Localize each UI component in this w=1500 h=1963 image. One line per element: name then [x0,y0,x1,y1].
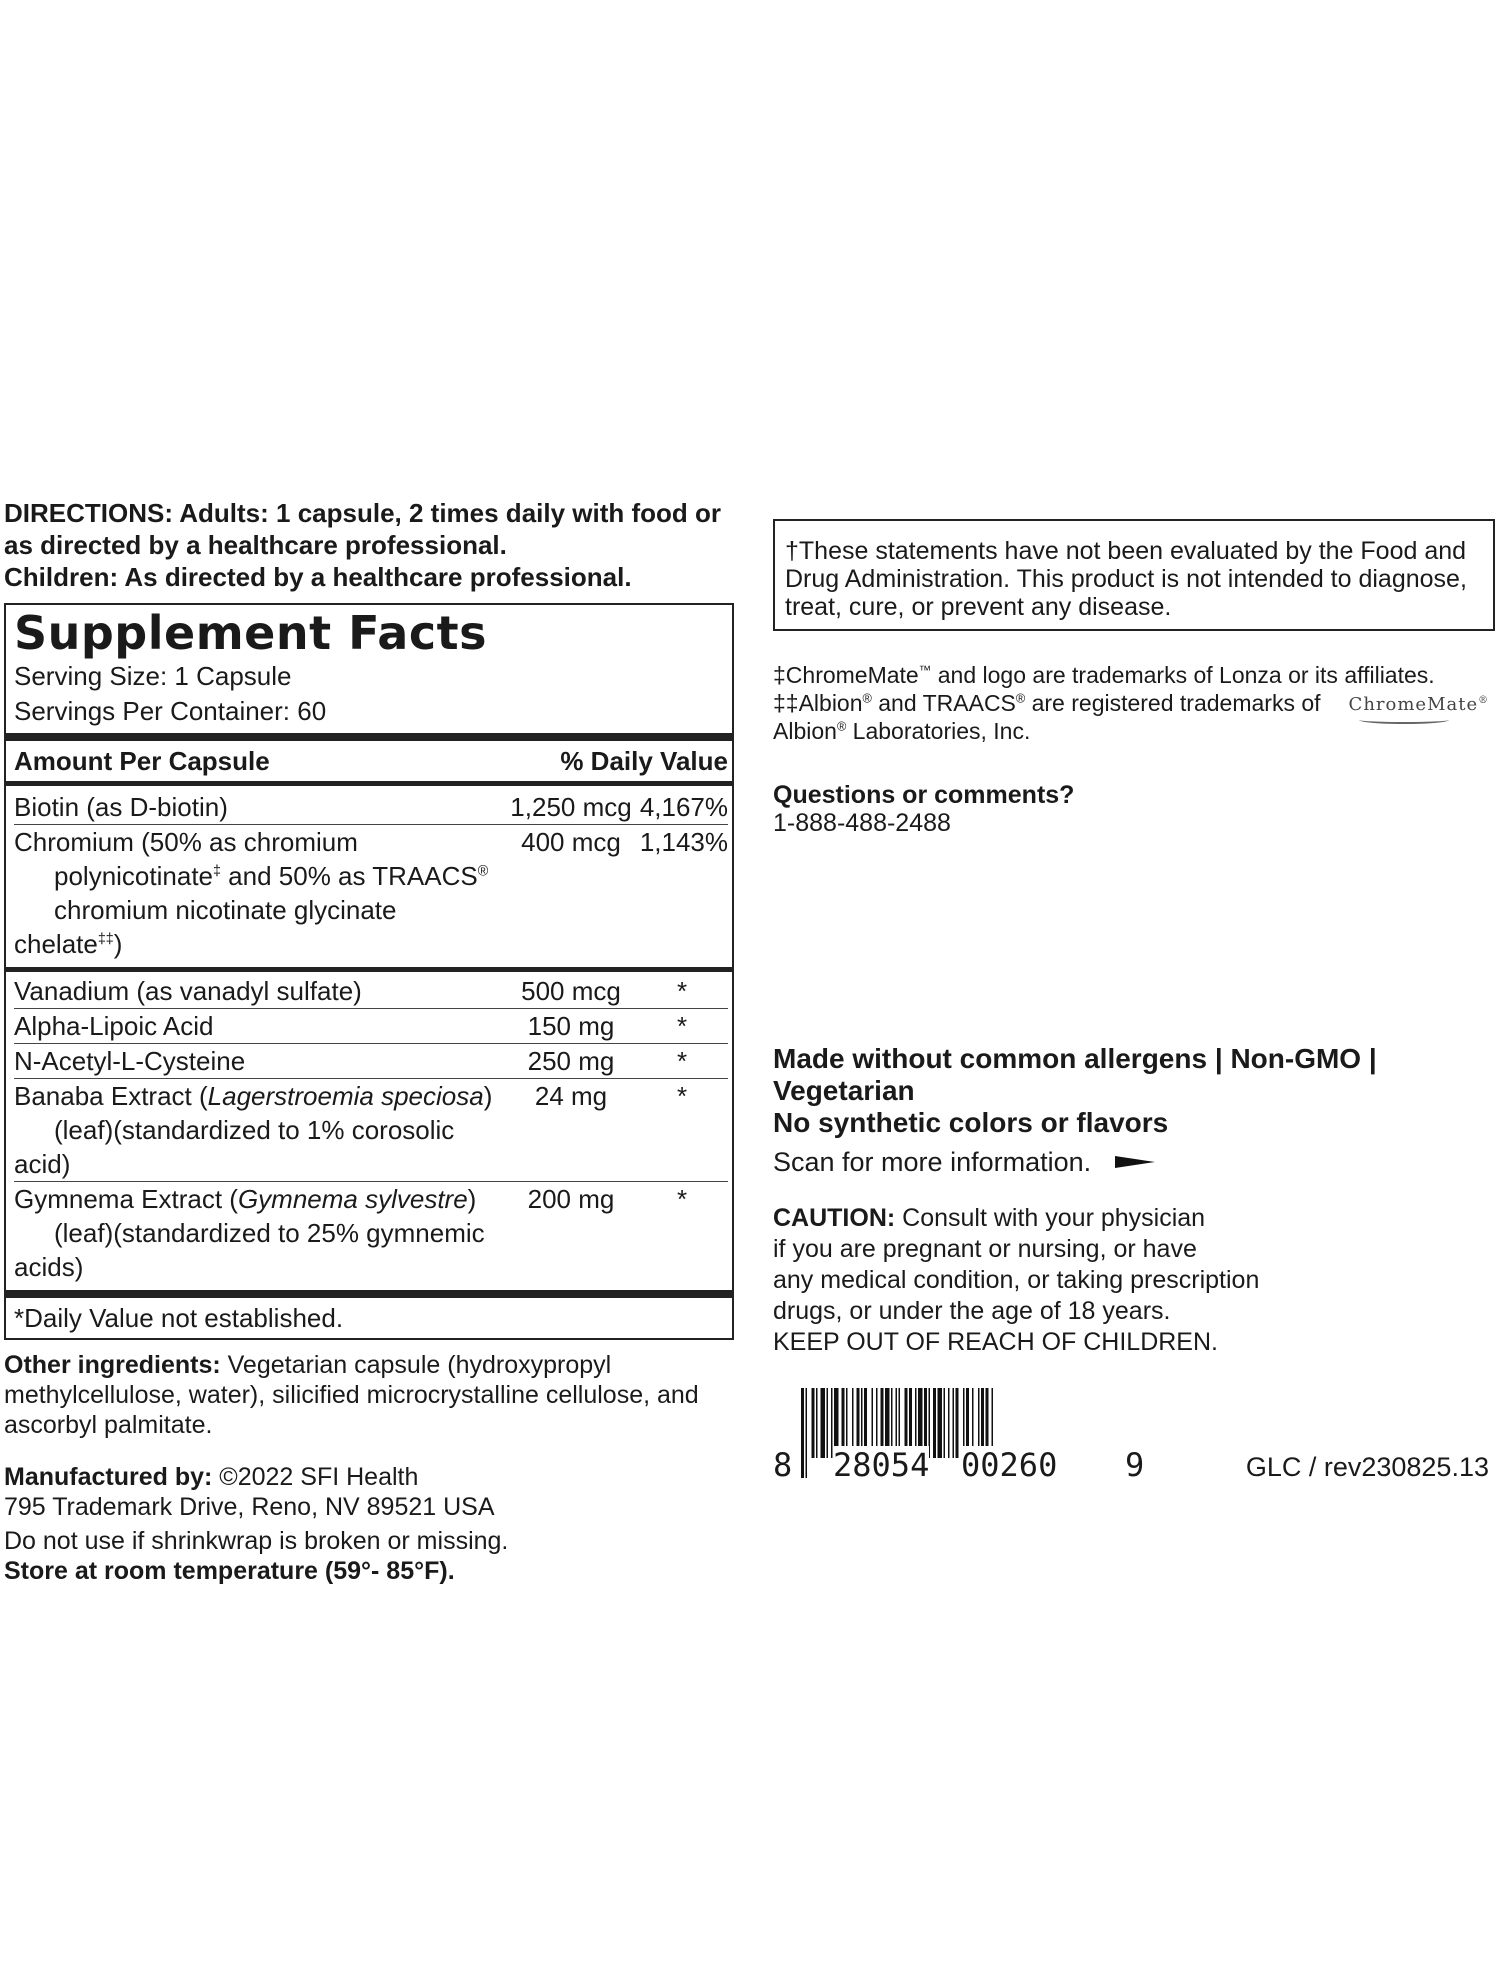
chromemate-logo [1349,691,1489,724]
barcode-bar [948,1388,950,1458]
trademark-text: Laboratories, Inc. [846,718,1031,744]
nutrient-amount: 1,250 mcg [510,792,632,822]
divider-thick [6,1290,732,1298]
directions-line-3: Children: As directed by a healthcare professional. [4,562,632,592]
gymnema-text: Gymnema Extract ( [14,1184,238,1214]
registered-mark: ® [1478,695,1489,706]
nutrient-amount: 400 mcg [521,827,621,857]
nutrient-row-biotin [14,790,728,824]
barcode-bar [801,1388,804,1478]
barcode-digit-first: 8 [773,1446,793,1484]
nutrient-name [14,825,506,961]
nutrient-dv: 1,143% [639,827,728,857]
trademark-text: ‡‡Albion [773,690,863,716]
barcode-digits-left: 28054 [833,1446,930,1484]
caution-label: CAUTION: [773,1204,896,1232]
phone-number: 1-888-488-2488 [773,809,951,837]
allergen-line-2: No synthetic colors or flavors [773,1107,1169,1138]
questions-title: Questions or comments? [773,781,1075,809]
nutrient-dv: 4,167% [639,792,728,822]
registered-mark: ® [862,691,872,706]
trademark-text: Albion [773,718,837,744]
tm-mark: ™ [918,663,932,678]
manufacturer-info [4,1462,748,1586]
ingredient-dv: * [676,1184,688,1214]
ingredient-amount: 150 mg [527,1011,615,1041]
barcode-bar [806,1388,808,1478]
ingredient-dv: * [676,1011,688,1041]
caution-block [773,1203,1495,1358]
supplement-facts-panel [4,603,734,1340]
caution-line: Consult with your physician [895,1204,1206,1232]
trademark-text: and TRAACS [871,690,1016,716]
trademark-notes [773,661,1495,745]
chromium-text: polynicotinate [54,861,213,891]
ingredient-name: Vanadium (as vanadyl sulfate) [14,976,362,1006]
left-column [4,497,748,1586]
trademark-text: are registered trademarks of [1025,690,1321,716]
dv-header: % Daily Value [560,746,728,776]
arrow-right-icon [1115,1156,1155,1168]
facts-header [14,741,728,781]
ingredient-row-vanadium [14,974,728,1008]
banaba-text: ) [483,1081,493,1111]
ingredient-amount: 500 mcg [521,976,621,1006]
chromium-text: chromium nicotinate glycinate chelate [14,895,397,959]
banaba-standardization: (leaf)(standardized to 1% corosolic acid) [14,1115,455,1179]
logo-text: ChromeMate [1348,694,1479,715]
trademark-text: and logo are trademarks of Lonza or its affiliates. [931,662,1435,688]
shrinkwrap-warning: Do not use if shrinkwrap is broken or missing. [4,1527,509,1555]
barcode-bar [944,1388,946,1458]
ingredient-amount: 24 mg [534,1081,608,1111]
divider-thick [6,733,732,741]
directions-line-2: as directed by a healthcare professional. [4,530,507,560]
banaba-latin: Lagerstroemia speciosa [207,1081,484,1111]
ingredient-dv: * [676,1046,688,1076]
other-ingredients-text: Vegetarian capsule (hydroxypropyl methylcellulose, water), silicified microcrystalline cellulose, and ascorbyl palmitate. [4,1351,699,1439]
barcode-bar [827,1388,829,1458]
ingredient-name [14,1182,506,1284]
ingredient-row-banaba [14,1079,728,1181]
chromium-line-1: Chromium (50% as chromium [14,827,358,857]
ingredient-name: Alpha-Lipoic Acid [14,1011,214,1041]
chromium-text: and 50% as TRAACS [220,861,478,891]
registered-mark: ® [1015,691,1026,706]
ingredient-row-alpha-lipoic [14,1009,728,1043]
barcode-bar [938,1388,943,1458]
registered-mark: ® [836,719,847,734]
caution-line: KEEP OUT OF REACH OF CHILDREN. [773,1328,1218,1356]
ingredient-dv: * [676,976,688,1006]
scan-prompt [773,1145,1495,1179]
barcode-bar [812,1388,815,1458]
divider-medium [6,781,732,786]
gymnema-latin: Gymnema sylvestre [237,1184,468,1214]
logo-swoosh [1359,716,1449,724]
serving-size: Serving Size: 1 Capsule [14,661,292,691]
barcode-bar [953,1388,955,1458]
caution-line: drugs, or under the age of 18 years. [773,1297,1171,1325]
footnote-mark: ‡‡ [97,931,114,948]
supplement-facts-title: Supplement Facts [14,606,487,660]
manufacturer-label: Manufactured by: [4,1463,213,1491]
barcode-area [773,1388,1495,1488]
gymnema-standardization: (leaf)(standardized to 25% gymnemic acids) [14,1218,485,1282]
banaba-text: Banaba Extract ( [14,1081,208,1111]
ingredient-dv: * [676,1081,688,1111]
divider-medium [6,967,732,972]
chromium-text: ) [113,929,123,959]
ingredient-name: N-Acetyl-L-Cysteine [14,1046,246,1076]
scan-text: Scan for more information. [773,1147,1092,1177]
other-ingredients-label: Other ingredients: [4,1351,221,1379]
caution-line: any medical condition, or taking prescription [773,1266,1260,1294]
storage-instructions: Store at room temperature (59°- 85°F). [4,1557,455,1585]
barcode-bar [933,1388,936,1458]
amount-header: Amount Per Capsule [14,746,270,776]
allergen-statement [773,1043,1495,1139]
gymnema-text: ) [467,1184,477,1214]
ingredient-amount: 250 mg [527,1046,615,1076]
barcode-bar [956,1388,959,1458]
ingredient-amount: 200 mg [527,1184,615,1214]
nutrient-row-chromium [14,825,728,961]
barcode-digits-right: 00260 [961,1446,1058,1484]
manufacturer-address: 795 Trademark Drive, Reno, NV 89521 USA [4,1493,495,1521]
nutrient-name: Biotin (as D-biotin) [14,792,228,822]
barcode-bar [821,1388,826,1458]
fda-disclaimer-box: †These statements have not been evaluated by the Food and Drug Administration. This product is not intended to diagnose, treat, cure, or prevent any disease. [773,519,1495,631]
ingredient-row-nac [14,1044,728,1078]
directions [4,497,748,593]
servings-per-container: Servings Per Container: 60 [14,696,327,726]
other-ingredients [4,1350,748,1440]
caution-line: if you are pregnant or nursing, or have [773,1235,1197,1263]
right-column [773,497,1495,1488]
trademark-text: ‡ChromeMate [773,662,919,688]
barcode-bar [816,1388,818,1458]
footnote-mark: ‡ [213,863,221,880]
chromium-line-3 [14,895,397,959]
barcode-digit-last: 9 [1125,1446,1145,1484]
manufacturer-name: ©2022 SFI Health [212,1463,419,1491]
revision-code: GLC / rev230825.13 [1245,1452,1489,1482]
chromium-line-2 [14,861,488,891]
ingredient-name [14,1079,506,1181]
allergen-line-1: Made without common allergens | Non-GMO | Vegetarian [773,1043,1377,1106]
ingredient-row-gymnema [14,1182,728,1284]
registered-mark: ® [477,863,489,880]
directions-line-1: DIRECTIONS: Adults: 1 capsule, 2 times daily with food or [4,498,722,528]
daily-value-footnote: *Daily Value not established. [14,1303,344,1333]
